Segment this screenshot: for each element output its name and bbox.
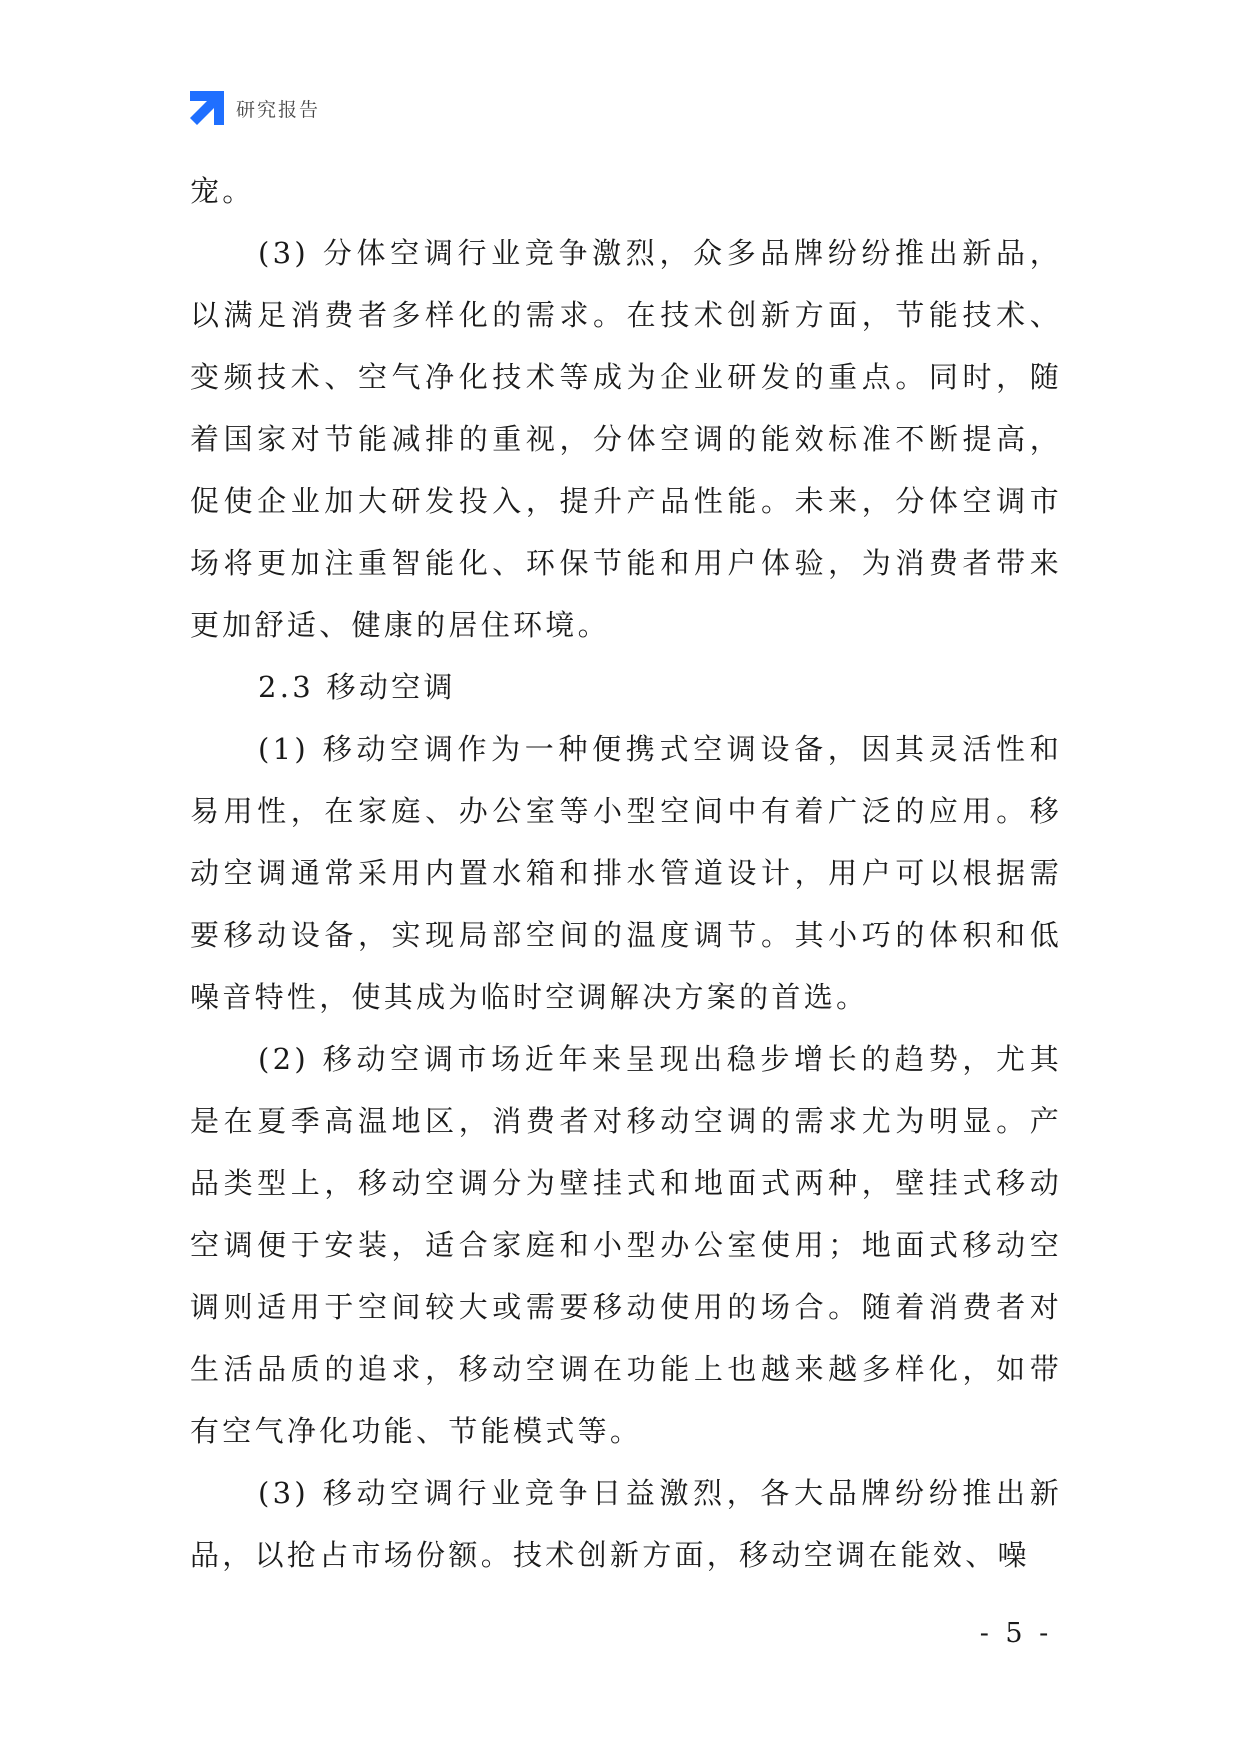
header-title: 研究报告 <box>236 98 321 121</box>
paragraph-portable-ac-1: (1) 移动空调作为一种便携式空调设备，因其灵活性和易用性，在家庭、办公室等小型空间中有着广泛的应用。移动空调通常采用内置水箱和排水管道设计，用户可以根据需要移动设备，实现局部空间的温度调节。其小巧的体积和低噪音特性，使其成为临时空调解决方案的首选。 <box>190 732 1062 1014</box>
page-number: - 5 - <box>979 1618 1053 1649</box>
document-body <box>190 160 1062 1586</box>
paragraph-portable-ac-3: (3) 移动空调行业竞争日益激烈，各大品牌纷纷推出新品，以抢占市场份额。技术创新方面，移动空调在能效、噪 <box>190 1476 1062 1572</box>
paragraph-continuation: 宠。 <box>190 174 255 208</box>
arrow-logo-icon <box>190 91 224 125</box>
paragraph-split-ac-3: (3) 分体空调行业竞争激烈，众多品牌纷纷推出新品，以满足消费者多样化的需求。在技术创新方面，节能技术、变频技术、空气净化技术等成为企业研发的重点。同时，随着国家对节能减排的重视，分体空调的能效标准不断提高，促使企业加大研发投入，提升产品性能。未来，分体空调市场将更加注重智能化、环保节能和用户体验，为消费者带来更加舒适、健康的居住环境。 <box>190 236 1062 642</box>
paragraph-portable-ac-2: (2) 移动空调市场近年来呈现出稳步增长的趋势，尤其是在夏季高温地区，消费者对移动空调的需求尤为明显。产品类型上，移动空调分为壁挂式和地面式两种，壁挂式移动空调便于安装，适合家庭和小型办公室使用；地面式移动空调则适用于空间较大或需要移动使用的场合。随着消费者对生活品质的追求，移动空调在功能上也越来越多样化，如带有空气净化功能、节能模式等。 <box>190 1042 1062 1448</box>
page-header <box>190 90 320 126</box>
section-heading-2-3: 2.3 移动空调 <box>258 670 456 704</box>
